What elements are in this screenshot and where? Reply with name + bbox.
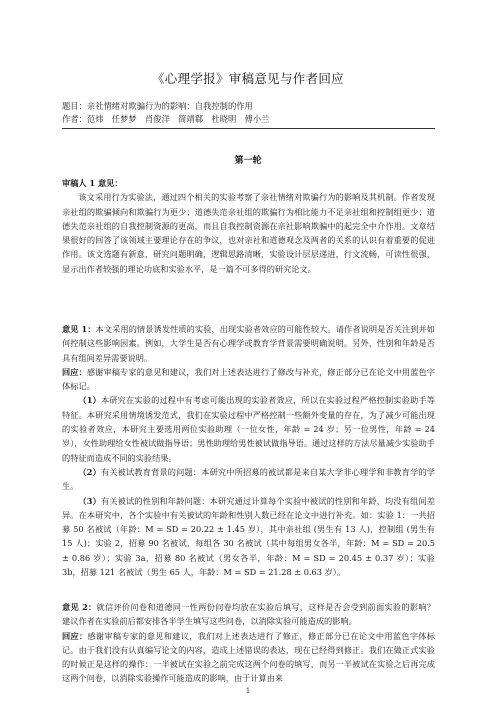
point-1-number: （1） [78, 395, 101, 406]
response-1-point-2 [62, 465, 435, 494]
response-1-point-1 [62, 393, 435, 464]
comment-1-text: 本文采用的情景诱发性质的实验，出现实验者效应的可能性较大。请作者说明是否关注到并如何控制这些影响因素。例如，大学生是否有心理学或教育学背景需要明确说明。另外，性别和年龄是否具有组间差异需要说明。 [62, 324, 435, 363]
point-2-text: 有关被试教育背景的问题：本研究中所招募的被试都是来自某大学非心理学和非教育学的学生。 [62, 466, 435, 492]
comment-1-label: 意见 1： [62, 324, 96, 334]
header-divider [62, 128, 435, 129]
authors-label: 作者： [62, 114, 87, 124]
comment-2-text: 就信评价问卷和道德同一性两份问卷均放在实验后填写，这样是否会受到前面实验的影响？ 建议作者在实验前后都安排各半学生填写这些问卷，以消除实验可能造成的影响。 [62, 602, 444, 627]
response-2-text: 感谢审稿专家的意见和建议，我们对上述表达进行了修正，修正部分已在论文中用蓝色字体标记。由于我们没有认真编写论文的内容，造成上述错误的表达，现在已经得到修正。我们在做正式实验的时候正是这样的操作：一半被试在实验之前完成这两个问卷的填写，而另一半被试在实验之后再完成这两个问卷，以消除实验操作可能造成的影响，由于计算由来 [62, 630, 435, 684]
point-3-number: （3） [78, 495, 101, 506]
topic-label: 题目： [62, 101, 87, 111]
round-heading: 第一轮 [234, 156, 262, 166]
comment-2-label: 意见 2： [62, 602, 97, 612]
point-2-number: （2） [78, 466, 101, 477]
reviewer-heading: 审稿人 1 意见： [62, 178, 123, 188]
comment-2 [62, 600, 444, 629]
document-title: 《心理学报》审稿意见与作者回应 [151, 71, 344, 86]
comment-1 [62, 322, 435, 365]
reviewer-summary: 该文采用行为实验法，通过四个相关的实验考察了亲社情绪对欺骗行为的影响及其机制。作者发现亲社组的欺骗倾向和欺骗行为更少；道德失范亲社组的欺骗行为相比能力不足亲社组和控制组更少；道德失范亲社组的自我控制资源的更高，而且自我控制资源在亲社影响欺骗中的起完全中介作用。文章结果很好的回答了该领域主要理论存在的争议，也对亲社和道德观念及两者的关系的认识有着重要的促进作用。该文选题有新意，研究问题明确，逻辑思路清晰，实验设计层层递进，行文流畅，可读性很强，显示出作者较强的理论功底和实验水平，是一篇不可多得的研究论文。 [62, 192, 435, 274]
response-1-point-3 [62, 494, 435, 580]
paper-topic-line [62, 100, 253, 112]
comment-2-section [62, 600, 444, 686]
response-1 [62, 365, 435, 394]
point-1-text: 本研究在实验的过程中有考虑可能出现的实验者效应，所以在实验过程严格控制实验助手等特征。本研究采用情境诱发范式，我们在实验过程中严格控制一些额外变量的存在，为了减少可能出现的实验者效应，本研究主要选用两位实验助理（一位女性，年龄 = 24 岁；另一位男性，年龄 = 24 岁），女性助理给女性被试做指导语；男性助理给男性被试做指导语。通过这样的方法尽量减少实验助手的特征而造成不同的实验结果。 [62, 395, 435, 463]
comment-1-section [62, 322, 435, 579]
response-1-text: 感谢审稿专家的意见和建议，我们对上述表达进行了修改与补充，修正部分已在论文中用蓝色字体标记。 [62, 366, 435, 392]
response-2-label: 回应： [62, 630, 88, 641]
response-1-label: 回应： [62, 366, 87, 377]
page-number: 1 [245, 686, 251, 695]
point-3-text: 有关被试的性别和年龄问题：本研究通过计算每个实验中被试的性别和年龄，均没有组间差异。在本研究中，各个实验中有关被试的年龄和性别人数已经在论文中进行补充。如：实验 1：一共招募 50 名被试（年龄：M = SD = 20.22 ± 1.45 岁），其中亲社组 (男生有 13 人)，控制组 (男生有 15 人)；实验 2，招募 90 名被试，每组各 30 名被试（其中每组男女各半，年龄：M = SD = 20.5 ± 0.86 岁）；实验 3a，招募 80 名被试（男女各半，年龄：M = SD = 20.45 ± 0.37 岁）；实验 3b，招募 121 名被试（男生 65 人，年龄：M = SD = 21.28 ± 0.63 岁）。 [62, 495, 435, 578]
reviewer-1-section [62, 176, 435, 276]
response-2 [62, 629, 435, 686]
authors-text: 范炜 任梦梦 肖俊洋 简靖郗 杜晓明 傅小兰 [86, 114, 270, 124]
paper-authors-line [62, 113, 269, 125]
topic-text: 亲社情绪对欺骗行为的影响：自我控制的作用 [86, 101, 253, 111]
